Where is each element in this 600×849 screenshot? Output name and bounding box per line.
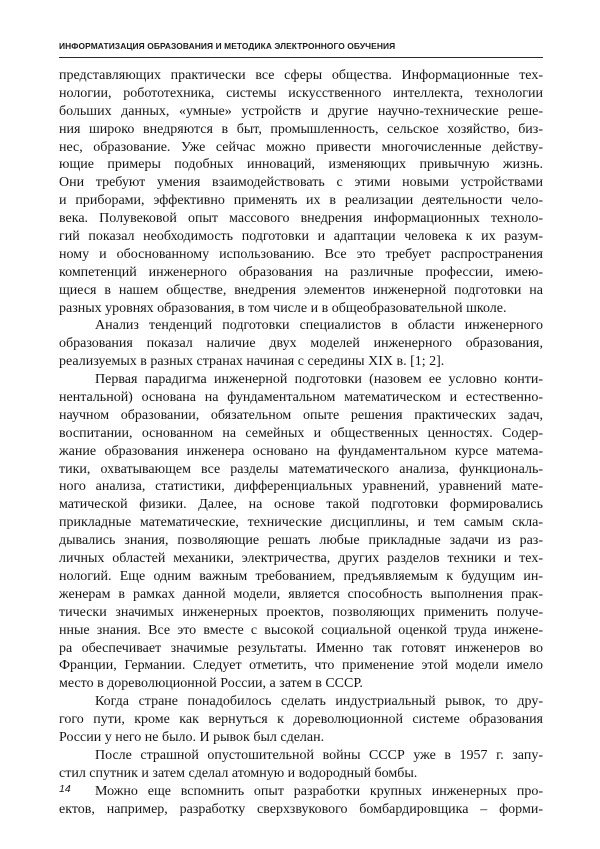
text-line: ющие примеры подобных инноваций, изменяющих привычную жизнь. [59, 157, 543, 173]
text-line: разных уровнях образования, в том числе и в общеобразовательной школе. [59, 300, 507, 316]
text-line: реализуемых в разных странах начиная с середины XIX в. [1; 2]. [59, 354, 445, 370]
text-line: ектов, например, разработку сверхзвукового бомбардировщика – форми- [59, 801, 543, 817]
text-line: и приборами, эффективно применять их в реализации деятельности чело- [59, 193, 543, 209]
text-line: представляющих практически все сферы общества. Информационные тех- [59, 68, 543, 83]
text-line: века. Полувековой опыт массового внедрения информационных техноло- [59, 211, 543, 227]
paragraph [59, 67, 543, 317]
text-line: компетенций инженерного образования на различные профессии, имею- [59, 264, 543, 280]
text-line: образования показал наличие двух моделей инженерного образования, [59, 336, 543, 352]
text-line: женерам в рамках данной модели, является способность выполнения прак- [59, 586, 543, 602]
text-line: прикладные математические, технические дисциплины, и тем самым скла- [59, 515, 543, 531]
text-line: нес, образование. Уже сейчас можно привести многочисленные действу- [59, 139, 543, 155]
page-number: 14 [59, 783, 71, 795]
text-line: России у него не было. И рывок был сделан. [59, 729, 325, 745]
header-rule [59, 57, 543, 58]
text-line: нологий. Еще одним важным требованием, предъявляемым к будущим ин- [59, 568, 543, 584]
text-line: Франции, Германии. Следует отметить, что применение этой модели имело [59, 658, 543, 674]
text-line: тики, охватывающем все разделы математического анализа, функциональ- [59, 461, 543, 477]
text-line: Первая парадигма инженерной подготовки (назовем ее условно конти- [95, 372, 543, 388]
text-line: место в дореволюционной России, а затем в СССР. [59, 676, 363, 692]
paragraph [59, 371, 543, 693]
text-line: нные знания. Все это вместе с высокой социальной оценкой труда инжене- [59, 622, 543, 638]
text-line: Можно еще вспомнить опыт разработки крупных инженерных про- [95, 783, 543, 799]
text-line: научном образовании, обязательном опыте решения практических задач, [59, 407, 543, 423]
text-line: гого пути, кроме как вернуться к дореволюционной системе образования [59, 712, 543, 728]
text-line: ра обеспечивает значимые результаты. Именно так готовят инженеров во [59, 640, 543, 656]
text-line: личных областей механики, электричества, других разделов техники и тех- [59, 551, 543, 567]
text-line: ному и обоснованному использованию. Все это требует распространения [59, 246, 543, 262]
text-line: ния широко внедряются в быт, промышленность, сельское хозяйство, биз- [59, 121, 543, 137]
paragraph [59, 747, 543, 783]
text-line: нентальной) основана на фундаментальном математическом и естественно- [59, 390, 543, 406]
text-line: гий показал необходимость подготовки и адаптации человека к их разум- [59, 229, 543, 245]
paragraph [59, 783, 543, 819]
text-line: ного анализа, статистики, дифференциальных уравнений, уравнений мате- [59, 479, 543, 495]
running-header: ИНФОРМАТИЗАЦИЯ ОБРАЗОВАНИЯ И МЕТОДИКА ЭЛЕКТРОННОГО ОБУЧЕНИЯ [59, 41, 396, 51]
text-line: воспитании, основанном на семейных и общественных ценностях. Содер- [59, 425, 543, 441]
text-line: матической физики. Далее, на основе такой подготовки формировались [59, 497, 543, 513]
text-line: Они требуют умения взаимодействовать с этими новыми устройствами [59, 175, 543, 191]
body-text [59, 67, 543, 818]
text-line: больших данных, «умные» устройств и другие научно-технические реше- [59, 103, 543, 119]
text-line: щиеся в нашем обществе, внедрения элементов инженерной подготовки на [59, 282, 543, 298]
text-line: нологии, робототехника, системы искусственного интеллекта, технологии [59, 85, 543, 101]
text-line: жание образования инженера основано на фундаментальном курсе матема- [59, 443, 543, 459]
text-line: Анализ тенденций подготовки специалистов в области инженерного [95, 318, 543, 334]
text-line: После страшной опустошительной войны СССР уже в 1957 г. запу- [95, 747, 543, 763]
text-line: стил спутник и затем сделал атомную и водородный бомбы. [59, 765, 418, 781]
paragraph [59, 317, 543, 371]
text-line: дывались знания, позволяющие решать любые прикладные задачи из раз- [59, 533, 543, 549]
paragraph [59, 693, 543, 747]
text-line: Когда стране понадобилось сделать индустриальный рывок, то дру- [95, 694, 543, 710]
text-line: тически значимых инженерных проектов, позволяющих применить получе- [59, 604, 543, 620]
